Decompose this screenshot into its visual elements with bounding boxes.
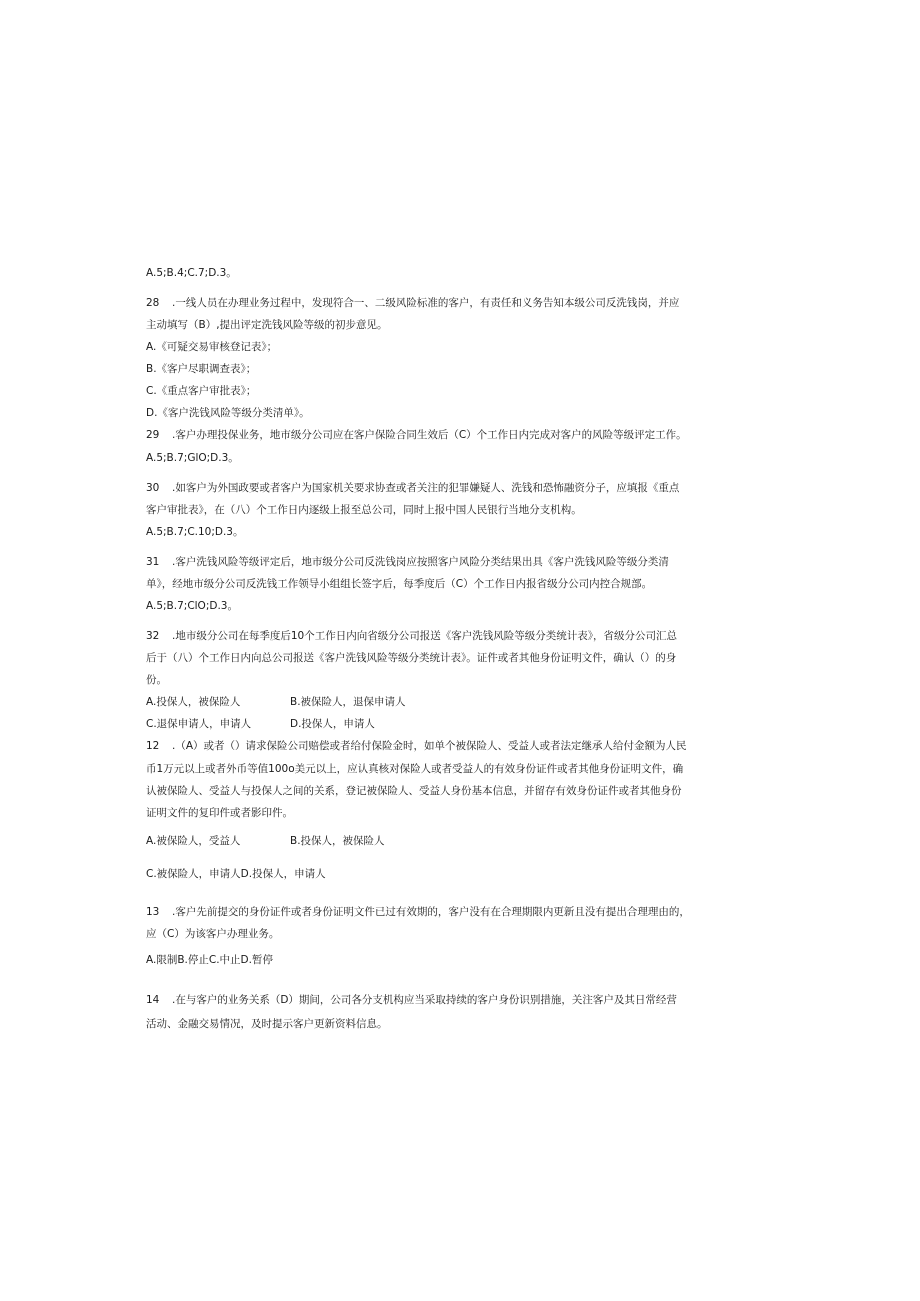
question-32-option-a: A.投保人，被保险人 xyxy=(146,696,241,708)
question-number: 32 xyxy=(146,630,160,642)
question-12-line-4: 证明文件的复印件或者影印件。 xyxy=(146,807,293,819)
question-number: 13 xyxy=(146,906,160,918)
question-13-line-1 xyxy=(146,905,690,919)
question-text: .如客户为外国政要或者客户为国家机关要求协查或者关注的犯罪嫌疑人、洗钱和恐怖融资分子，应填报《重点 xyxy=(172,482,680,494)
question-number: 14 xyxy=(146,994,160,1006)
answer-options-line: A.5;B.4;C.7;D.3。 xyxy=(146,267,237,279)
question-30-line-1 xyxy=(146,481,679,495)
question-number: 28 xyxy=(146,297,160,309)
question-13-line-2: 应（C）为该客户办理业务。 xyxy=(146,928,280,940)
question-text: .地市级分公司在每季度后10个工作日内向省级分公司报送《客户洗钱风险等级分类统计表》，省级分公司汇总 xyxy=(172,630,677,642)
question-29-line-1 xyxy=(146,428,687,442)
question-31-line-2: 单》，经地市级分公司反洗钱工作领导小组组长签字后，每季度后（C）个工作日内报省级分公司内控合规部。 xyxy=(146,578,653,590)
question-29-options: A.5;B.7;GlO;D.3。 xyxy=(146,452,239,464)
question-12-line-3: 认被保险人、受益人与投保人之间的关系，登记被保险人、受益人身份基本信息，并留存有效身份证件或者其他身份 xyxy=(146,785,682,797)
question-32-option-c: C.退保申请人，申请人 xyxy=(146,718,252,730)
question-text: .（A）或者（）请求保险公司赔偿或者给付保险金时，如单个被保险人、受益人或者法定继承人给付金额为人民 xyxy=(172,740,687,752)
question-text: .一线人员在办理业务过程中，发现符合一、二级风险标准的客户，有责任和义务告知本级公司反洗钱岗，并应 xyxy=(172,297,680,309)
question-28-option-b: B.《客户尽职调查表》； xyxy=(146,363,257,375)
question-28-line-2: 主动填写（B）,提出评定洗钱风险等级的初步意见。 xyxy=(146,319,388,331)
question-number: 31 xyxy=(146,556,160,568)
question-28-option-a: A.《可疑交易审核登记表》； xyxy=(146,341,278,353)
question-text: .客户办理投保业务，地市级分公司应在客户保险合同生效后（C）个工作日内完成对客户的风险等级评定工作。 xyxy=(172,429,687,441)
question-14-line-2: 活动、金融交易情况，及时提示客户更新资料信息。 xyxy=(146,1018,388,1030)
question-32-option-d: D.投保人，申请人 xyxy=(290,718,375,730)
question-text: .客户先前提交的身份证件或者身份证明文件已过有效期的，客户没有在合理期限内更新且没有提出合理理由的， xyxy=(172,906,690,918)
question-14-line-1 xyxy=(146,993,677,1007)
question-13-options: A.限制B.停止C.中止D.暂停 xyxy=(146,954,273,966)
question-number: 30 xyxy=(146,482,160,494)
question-number: 29 xyxy=(146,429,160,441)
question-30-options: A.5;B.7;C.10;D.3。 xyxy=(146,526,244,538)
question-28-line-1 xyxy=(146,296,679,310)
question-32-line-1 xyxy=(146,629,677,643)
question-28-option-d: D.《客户洗钱风险等级分类清单》。 xyxy=(146,407,310,419)
question-12-line-2: 币1万元以上或者外币等值100o美元以上，应认真核对保险人或者受益人的有效身份证件或者其他身份证明文件，确 xyxy=(146,763,684,775)
question-31-options: A.5;B.7;ClO;D.3。 xyxy=(146,600,238,612)
question-text: .在与客户的业务关系（D）期间，公司各分支机构应当采取持续的客户身份识别措施，关注客户及其日常经营 xyxy=(172,994,677,1006)
question-12-options-cd: C.被保险人，申请人D.投保人，申请人 xyxy=(146,868,326,880)
question-32-line-3: 份。 xyxy=(146,674,167,686)
question-12-option-a: A.被保险人，受益人 xyxy=(146,835,241,847)
question-12-line-1 xyxy=(146,739,687,753)
question-12-option-b: B.投保人，被保险人 xyxy=(290,835,385,847)
question-32-line-2: 后于（八）个工作日内向总公司报送《客户洗钱风险等级分类统计表》。证件或者其他身份证明文件，确认（）的身 xyxy=(146,652,677,664)
question-31-line-1 xyxy=(146,555,669,569)
question-28-option-c: C.《重点客户审批表》； xyxy=(146,385,257,397)
question-30-line-2: 客户审批表》，在（八）个工作日内逐级上报至总公司，同时上报中国人民银行当地分支机构。 xyxy=(146,504,582,516)
question-32-option-b: B.被保险人，退保申请人 xyxy=(290,696,406,708)
question-text: .客户洗钱风险等级评定后，地市级分公司反洗钱岗应按照客户风险分类结果出具《客户洗钱风险等级分类清 xyxy=(172,556,669,568)
question-number: 12 xyxy=(146,740,160,752)
